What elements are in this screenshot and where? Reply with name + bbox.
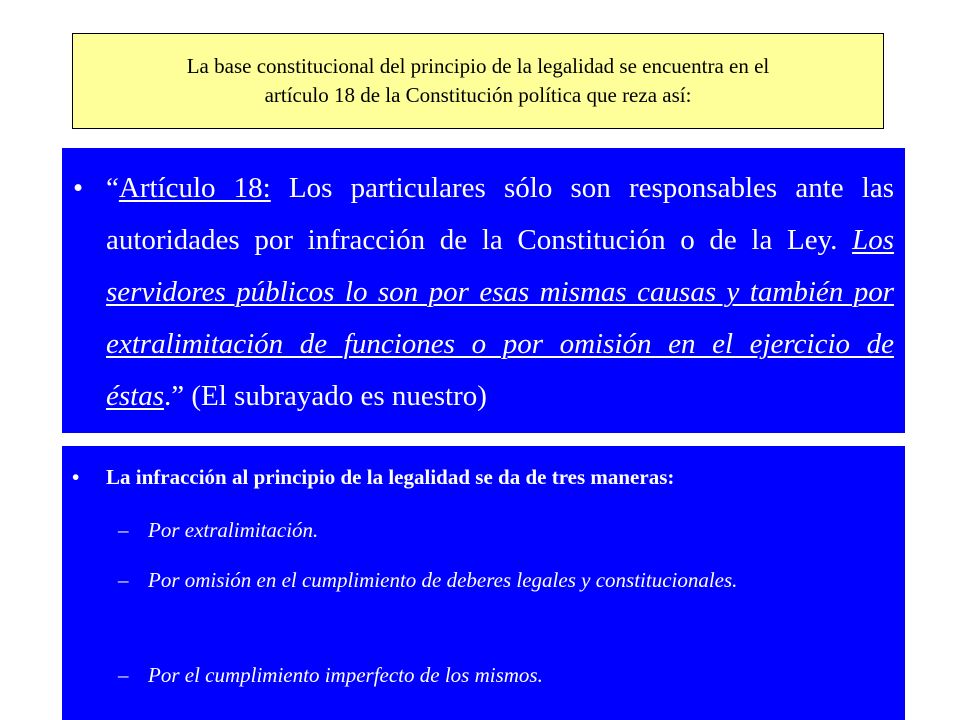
article-open-quote: “ — [106, 172, 119, 204]
cause-dash: – — [118, 518, 129, 542]
article-text-part-1: Los particulares sólo son responsables ante las autoridades por infracción de la Constitución o de la Ley. — [106, 172, 894, 256]
intro-box — [72, 33, 884, 129]
article-label: Artículo 18: — [118, 172, 271, 204]
article-underlined-text: Los servidores públicos lo son por esas mismas causas y también por extralimitación de funciones o por omisión en el ejercicio de éstas — [106, 224, 894, 412]
cause-dash: – — [118, 663, 129, 687]
intro-line-2: artículo 18 de la Constitución política que reza así: — [264, 83, 692, 107]
intro-line-1: La base constitucional del principio de la legalidad se encuentra en el — [186, 54, 770, 78]
article-closing: .” (El subrayado es nuestro) — [164, 380, 487, 412]
cause-text: Por extralimitación. — [148, 518, 319, 542]
causes-box — [62, 446, 905, 720]
cause-text: Por omisión en el cumplimiento de deberes legales y constitucionales. — [148, 568, 738, 592]
causes-heading: La infracción al principio de la legalidad se da de tres maneras: — [106, 465, 675, 489]
article-bullet: • — [73, 172, 84, 204]
article-box — [62, 148, 905, 433]
causes-bullet: • — [72, 465, 80, 489]
cause-dash: – — [118, 568, 129, 592]
article-text — [106, 162, 894, 422]
cause-text: Por el cumplimiento imperfecto de los mismos. — [148, 663, 543, 687]
